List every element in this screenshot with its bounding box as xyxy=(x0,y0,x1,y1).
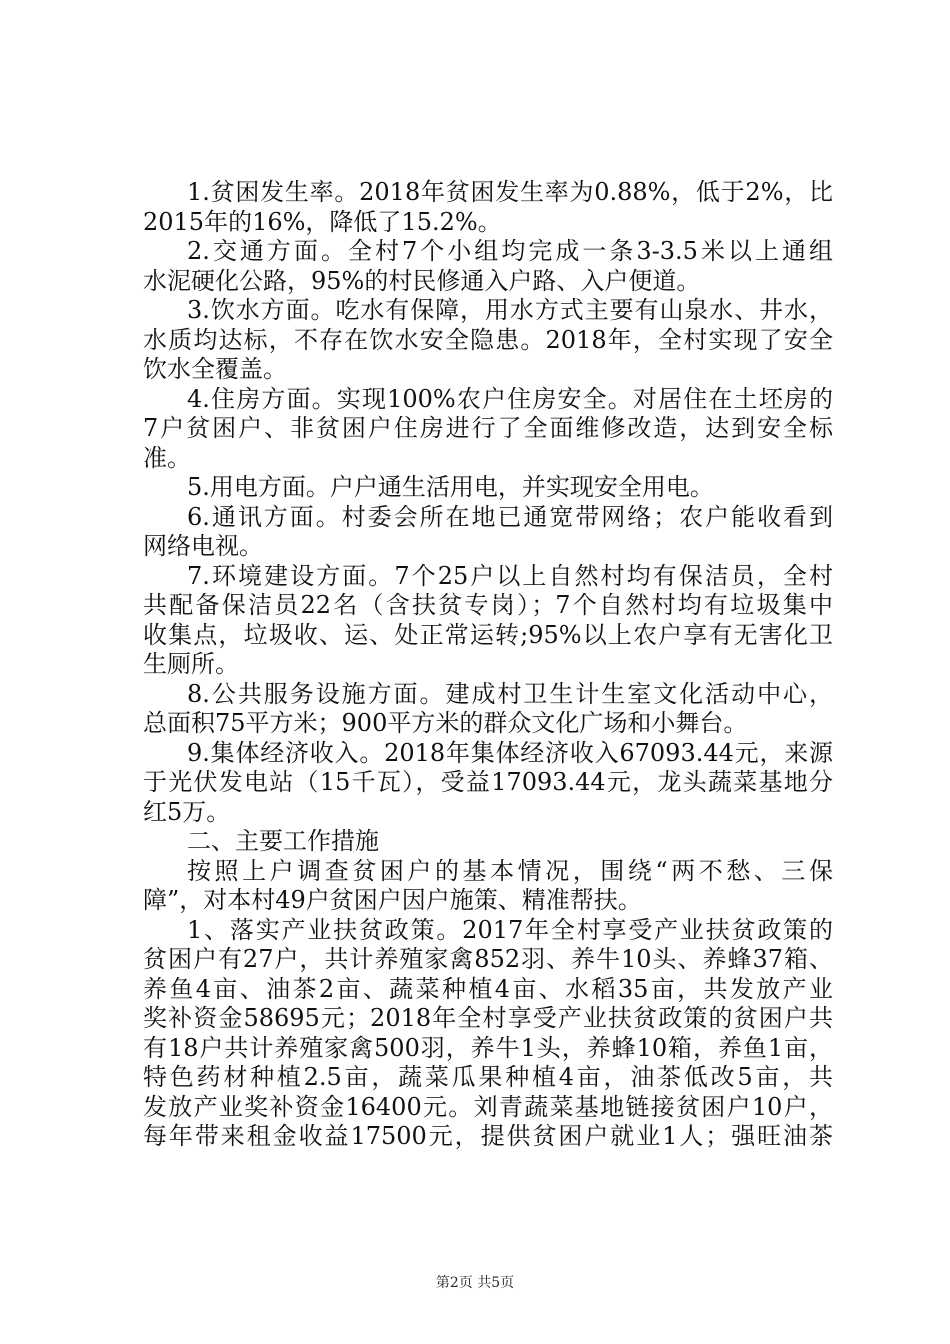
paragraph xyxy=(143,680,833,739)
text-line: 9.集体经济收入。2018年集体经济收入67093.44元，来源 xyxy=(187,738,833,767)
text-line: 按照上户调查贫困户的基本情况，围绕“两不愁、三保 xyxy=(187,856,833,885)
text-line: 水质均达标，不存在饮水安全隐患。2018年，全村实现了安全 xyxy=(143,325,833,354)
document-body xyxy=(143,178,833,1152)
text-line: 有18户共计养殖家禽500羽，养牛1头，养蜂10箱，养鱼1亩， xyxy=(143,1033,833,1062)
text-line: 2015年的16%，降低了15.2%。 xyxy=(143,207,502,236)
text-line: 贫困户有27户，共计养殖家禽852羽、养牛10头、养蜂37箱、 xyxy=(143,945,833,973)
text-line: 每年带来租金收益17500元，提供贫困户就业1人；强旺油茶 xyxy=(143,1122,833,1150)
paragraph xyxy=(143,827,833,857)
text-line: 总面积75平方米；900平方米的群众文化广场和小舞台。 xyxy=(143,709,748,737)
paragraph xyxy=(143,296,833,385)
text-line: 收集点，垃圾收、运、处正常运转;95%以上农户享有无害化卫 xyxy=(143,620,833,649)
text-line: 4.住房方面。实现100%农户住房安全。对居住在土坯房的 xyxy=(187,384,833,413)
text-line: 水泥硬化公路，95%的村民修通入户路、入户便道。 xyxy=(143,266,701,295)
text-line: 1、落实产业扶贫政策。2017年全村享受产业扶贫政策的 xyxy=(187,915,833,944)
paragraph xyxy=(143,385,833,474)
text-line: 1.贫困发生率。2018年贫困发生率为0.88%，低于2%，比 xyxy=(187,178,833,206)
text-line: 共配备保洁员22名（含扶贫专岗）；7个自然村均有垃圾集中 xyxy=(143,591,833,619)
text-line: 奖补资金58695元；2018年全村享受产业扶贫政策的贫困户共 xyxy=(143,1004,833,1032)
text-line: 7.环境建设方面。7个25户以上自然村均有保洁员，全村 xyxy=(187,561,833,590)
text-line: 2.交通方面。全村7个小组均完成一条3-3.5米以上通组 xyxy=(187,237,833,265)
text-line: 障”，对本村49户贫困户因户施策、精准帮扶。 xyxy=(143,886,642,914)
paragraph xyxy=(143,503,833,562)
paragraph xyxy=(143,562,833,680)
text-line: 网络电视。 xyxy=(143,532,263,560)
paragraph xyxy=(143,857,833,916)
paragraph xyxy=(143,473,833,503)
text-line: 养鱼4亩、油茶2亩、蔬菜种植4亩、水稻35亩，共发放产业 xyxy=(143,974,833,1003)
text-line: 7户贫困户、非贫困户住房进行了全面维修改造，达到安全标 xyxy=(143,414,833,442)
paragraph xyxy=(143,916,833,1152)
text-line: 二、主要工作措施 xyxy=(187,827,379,855)
text-line: 饮水全覆盖。 xyxy=(143,355,287,383)
page-footer: 第2页 共5页 xyxy=(435,1275,515,1291)
paragraph xyxy=(143,237,833,296)
paragraph xyxy=(143,739,833,828)
paragraph xyxy=(143,178,833,237)
text-line: 5.用电方面。户户通生活用电，并实现安全用电。 xyxy=(187,473,714,501)
text-line: 发放产业奖补资金16400元。刘青蔬菜基地链接贫困户10户， xyxy=(143,1092,833,1121)
text-line: 于光伏发电站（15千瓦），受益17093.44元，龙头蔬菜基地分 xyxy=(143,768,833,796)
text-line: 6.通讯方面。村委会所在地已通宽带网络；农户能收看到 xyxy=(187,502,833,531)
text-line: 准。 xyxy=(143,443,191,472)
text-line: 3.饮水方面。吃水有保障，用水方式主要有山泉水、井水， xyxy=(187,296,833,324)
text-line: 8.公共服务设施方面。建成村卫生计生室文化活动中心， xyxy=(187,679,833,708)
text-line: 红5万。 xyxy=(143,797,231,826)
text-line: 特色药材种植2.5亩，蔬菜瓜果种植4亩，油茶低改5亩，共 xyxy=(143,1063,833,1091)
text-line: 生厕所。 xyxy=(143,650,239,678)
